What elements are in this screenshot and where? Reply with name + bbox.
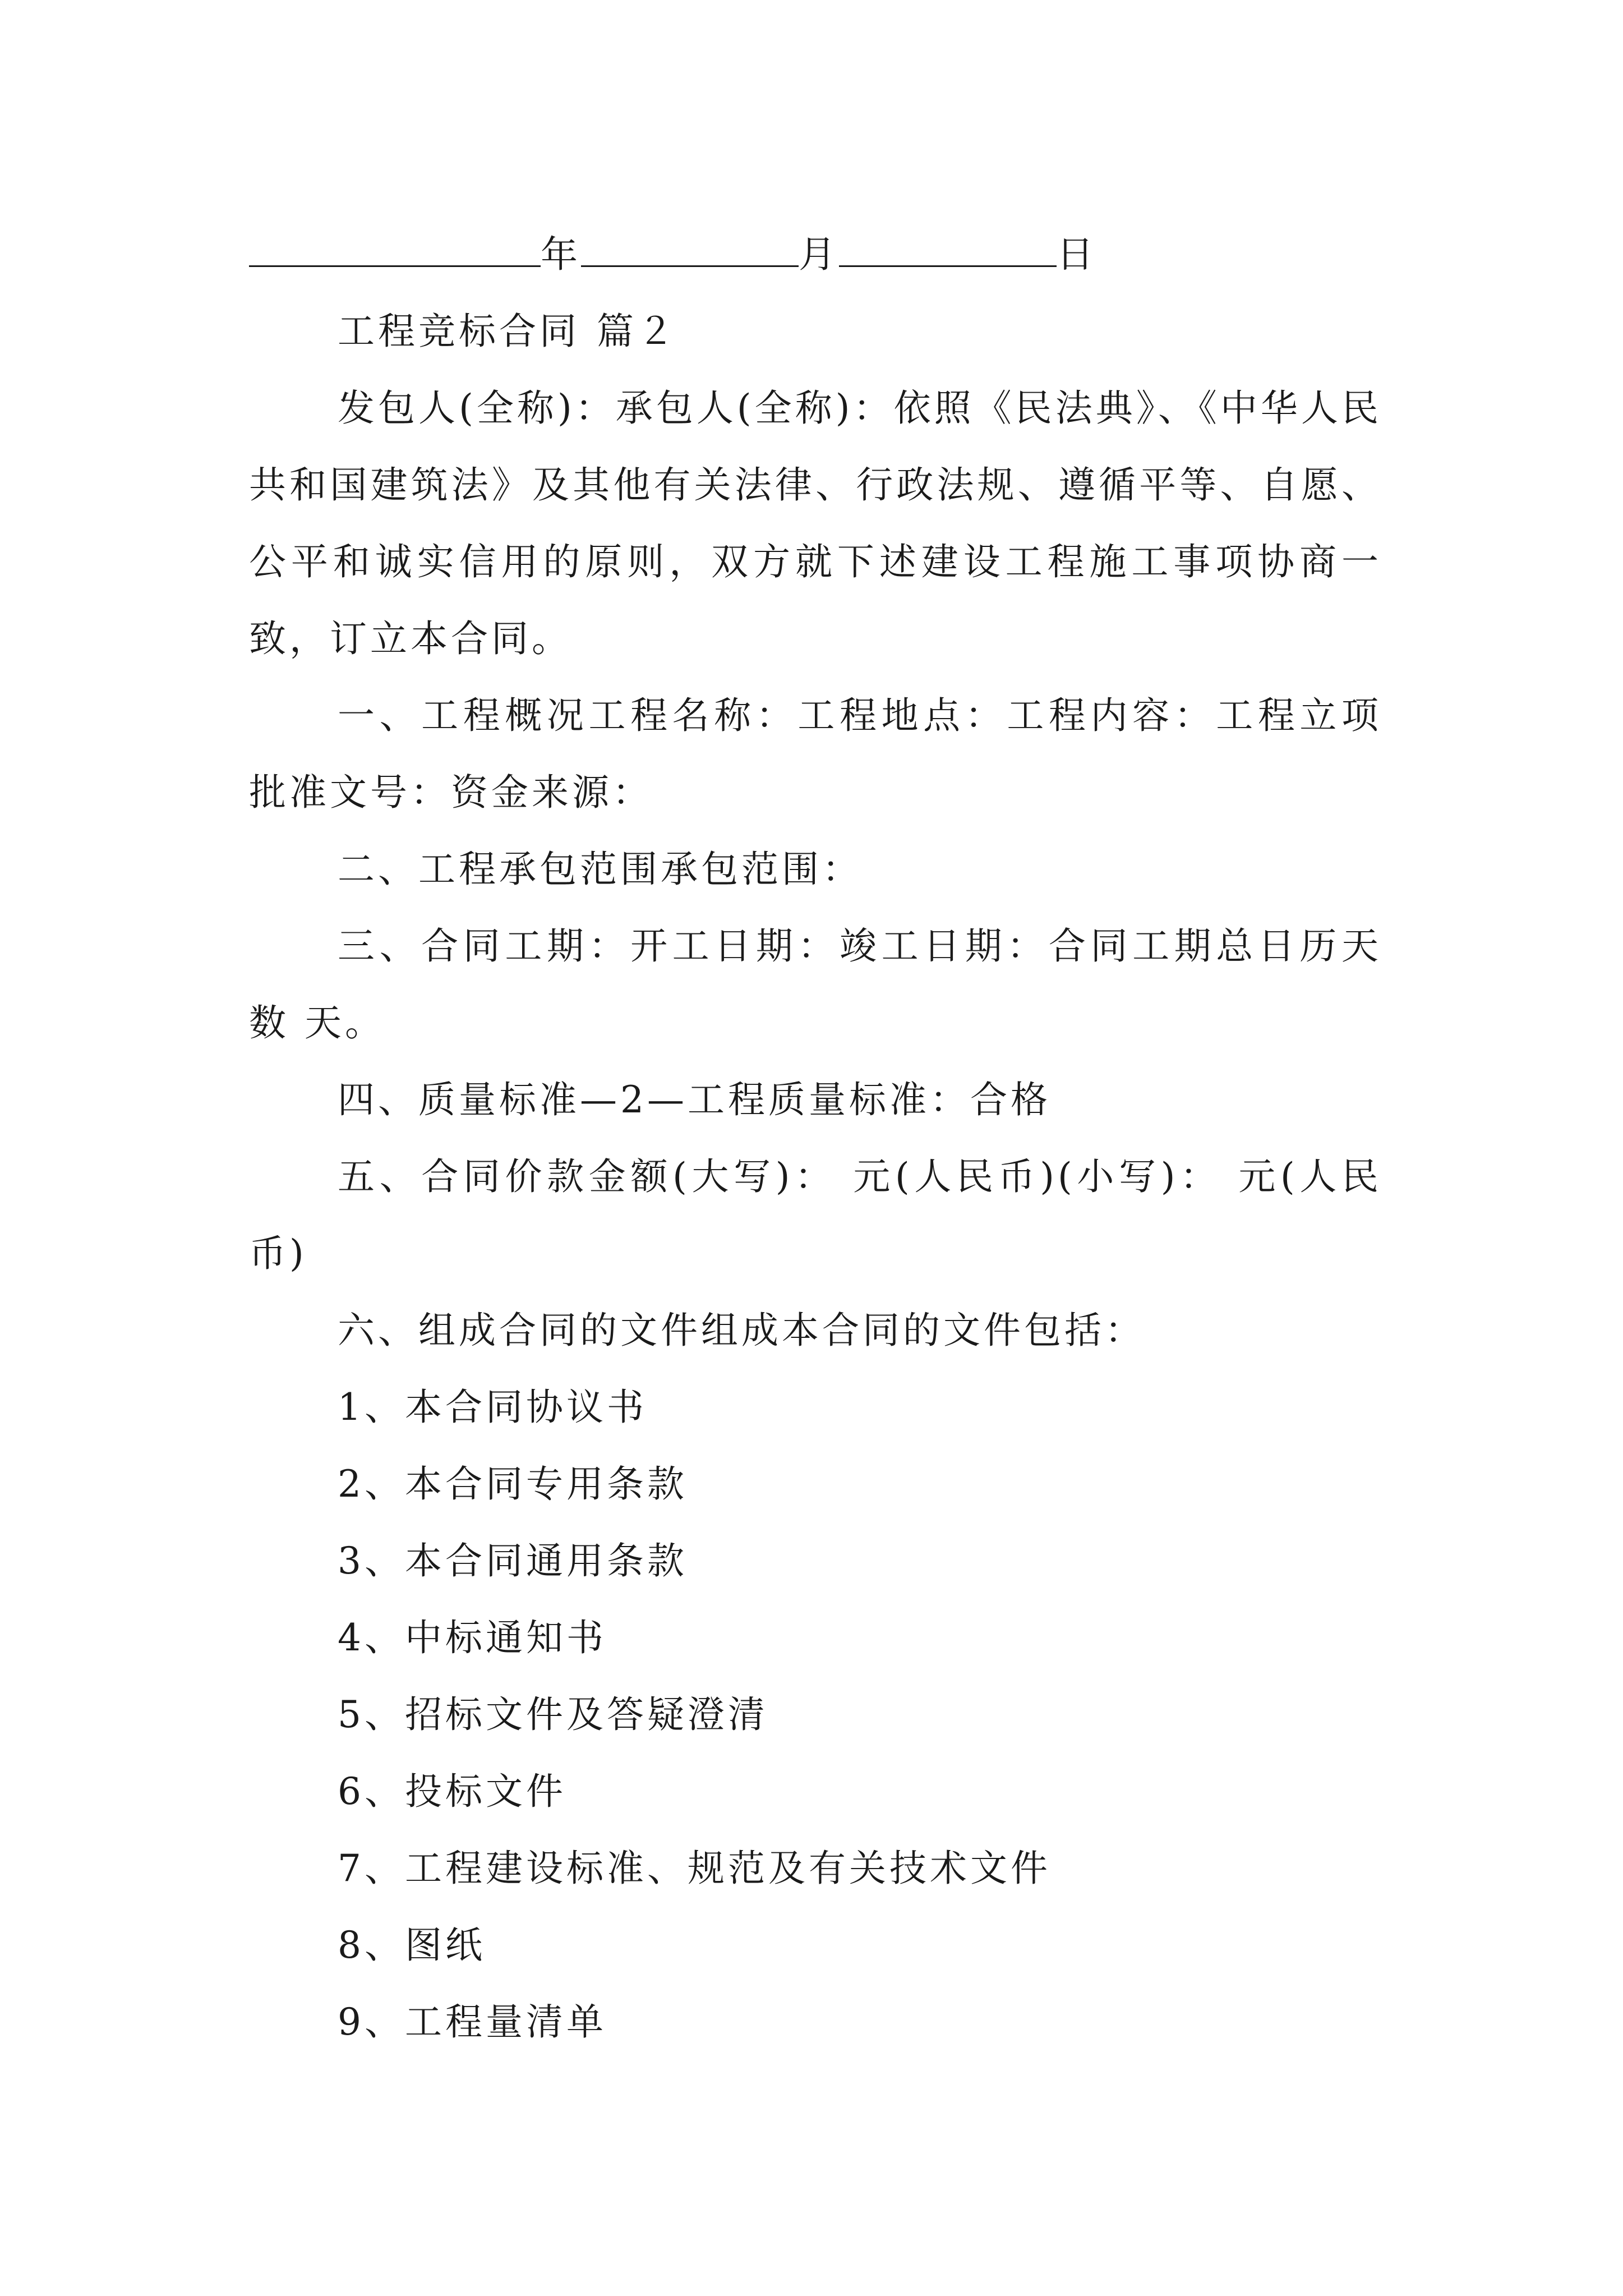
list-item: 8、图纸 (338, 1924, 486, 1967)
section-6-paragraph: 六、组成合同的文件组成本合同的文件包括： (338, 1309, 1145, 1352)
list-item: 1、本合同协议书 (338, 1386, 647, 1429)
day-label: 日 (1057, 233, 1097, 276)
day-blank (839, 228, 1057, 267)
list-item: 7、工程建设标准、规范及有关技术文件 (338, 1847, 1051, 1890)
section-1-paragraph: 一、工程概况工程名称：工程地点：工程内容：工程立项批准文号：资金来源： (249, 694, 1382, 814)
month-blank (581, 228, 799, 267)
section-2-paragraph: 二、工程承包范围承包范围： (338, 848, 863, 891)
list-item: 5、招标文件及答疑澄清 (338, 1693, 768, 1736)
document-body (249, 216, 1382, 2060)
preamble-paragraph: 发包人(全称)：承包人(全称)：依照《民法典》、《中华人民共和国建筑法》及其他有关法律、行政法规、遵循平等、自愿、公平和诚实信用的原则，双方就下述建设工程施工事项协商一致，订立本合同。 (249, 386, 1382, 660)
year-blank (249, 228, 541, 267)
list-item: 3、本合同通用条款 (338, 1539, 688, 1582)
date-line (249, 216, 1382, 293)
document-heading (249, 293, 1382, 370)
year-label: 年 (541, 233, 581, 276)
section-4-paragraph: 四、质量标准—2—工程质量标准：合格 (338, 1078, 1051, 1121)
list-item: 9、工程量清单 (338, 2000, 607, 2044)
list-item: 6、投标文件 (338, 1770, 566, 1813)
section-5-paragraph: 五、合同价款金额(大写)： 元(人民币)(小写)： 元(人民币) (249, 1155, 1382, 1275)
heading-number: 篇２ (597, 310, 677, 353)
list-item: 2、本合同专用条款 (338, 1462, 688, 1506)
month-label: 月 (799, 233, 839, 276)
list-item: 4、中标通知书 (338, 1616, 607, 1659)
heading-title: 工程竞标合同 (338, 310, 580, 353)
section-3-paragraph: 三、合同工期：开工日期：竣工日期：合同工期总日历天数 天。 (249, 924, 1382, 1045)
